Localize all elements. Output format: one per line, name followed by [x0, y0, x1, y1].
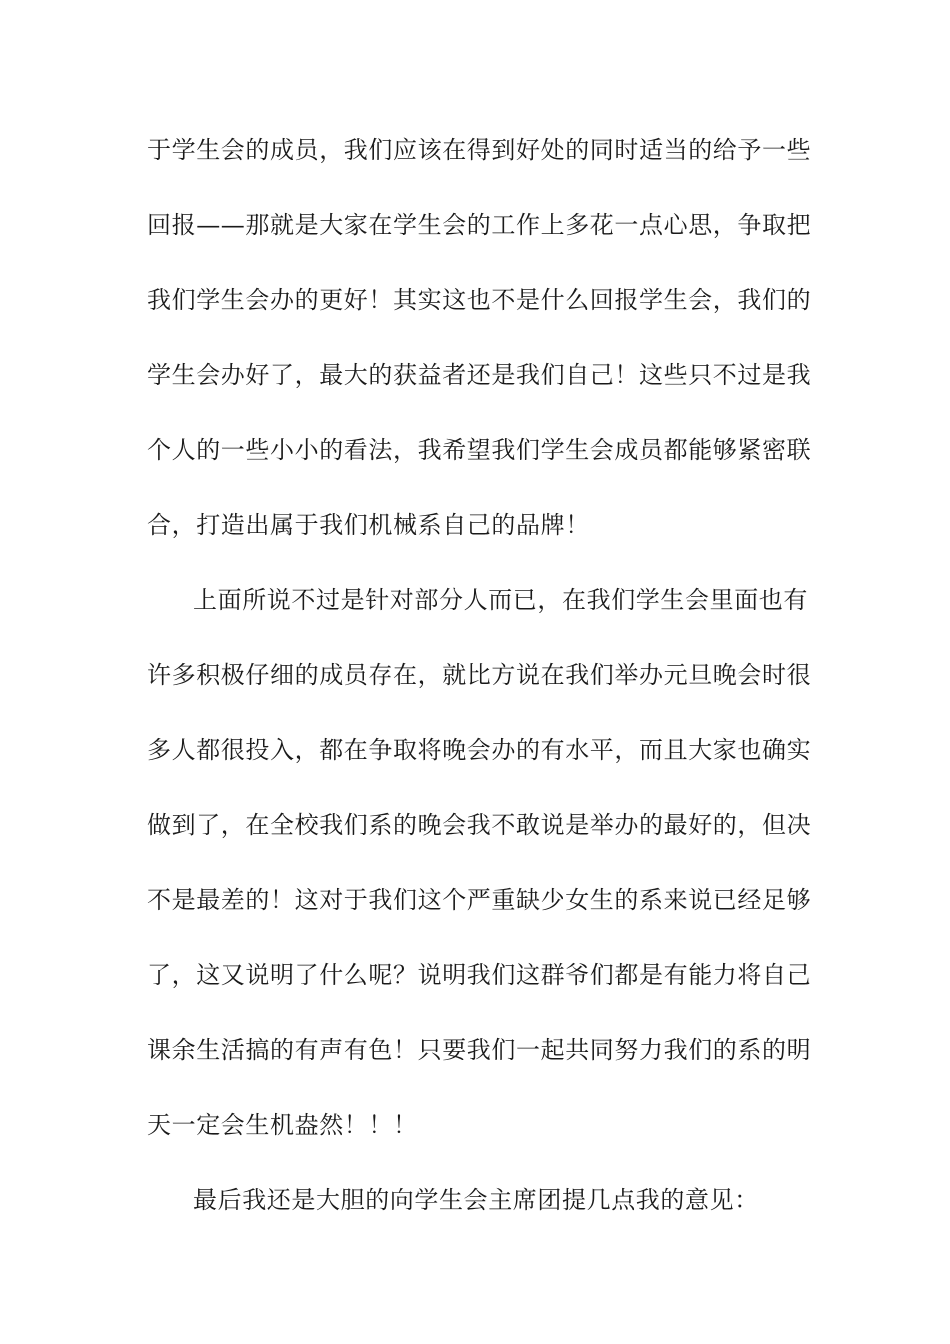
text-line: 回报——那就是大家在学生会的工作上多花一点心思，争取把 — [147, 211, 812, 239]
text-line: 个人的一些小小的看法，我希望我们学生会成员都能够紧密联 — [147, 436, 812, 464]
text-line: 于学生会的成员，我们应该在得到好处的同时适当的给予一些 — [147, 136, 812, 164]
text-line: 合，打造出属于我们机械系自己的品牌！ — [147, 511, 590, 539]
text-line: 学生会办好了，最大的获益者还是我们自己！这些只不过是我 — [147, 361, 812, 389]
paragraph-first-line: 最后我还是大胆的向学生会主席团提几点我的意见： — [193, 1186, 759, 1214]
text-line: 天一定会生机盎然！！！ — [147, 1111, 418, 1139]
text-line: 做到了，在全校我们系的晚会我不敢说是举办的最好的，但决 — [147, 811, 812, 839]
text-line: 了，这又说明了什么呢？说明我们这群爷们都是有能力将自己 — [147, 961, 812, 989]
paragraph-first-line: 上面所说不过是针对部分人而已，在我们学生会里面也有 — [193, 586, 808, 614]
text-line: 课余生活搞的有声有色！只要我们一起共同努力我们的系的明 — [147, 1036, 812, 1064]
text-line: 不是最差的！这对于我们这个严重缺少女生的系来说已经足够 — [147, 886, 812, 914]
text-line: 多人都很投入，都在争取将晚会办的有水平，而且大家也确实 — [147, 736, 812, 764]
text-line: 许多积极仔细的成员存在，就比方说在我们举办元旦晚会时很 — [147, 661, 812, 689]
text-line: 我们学生会办的更好！其实这也不是什么回报学生会，我们的 — [147, 286, 812, 314]
